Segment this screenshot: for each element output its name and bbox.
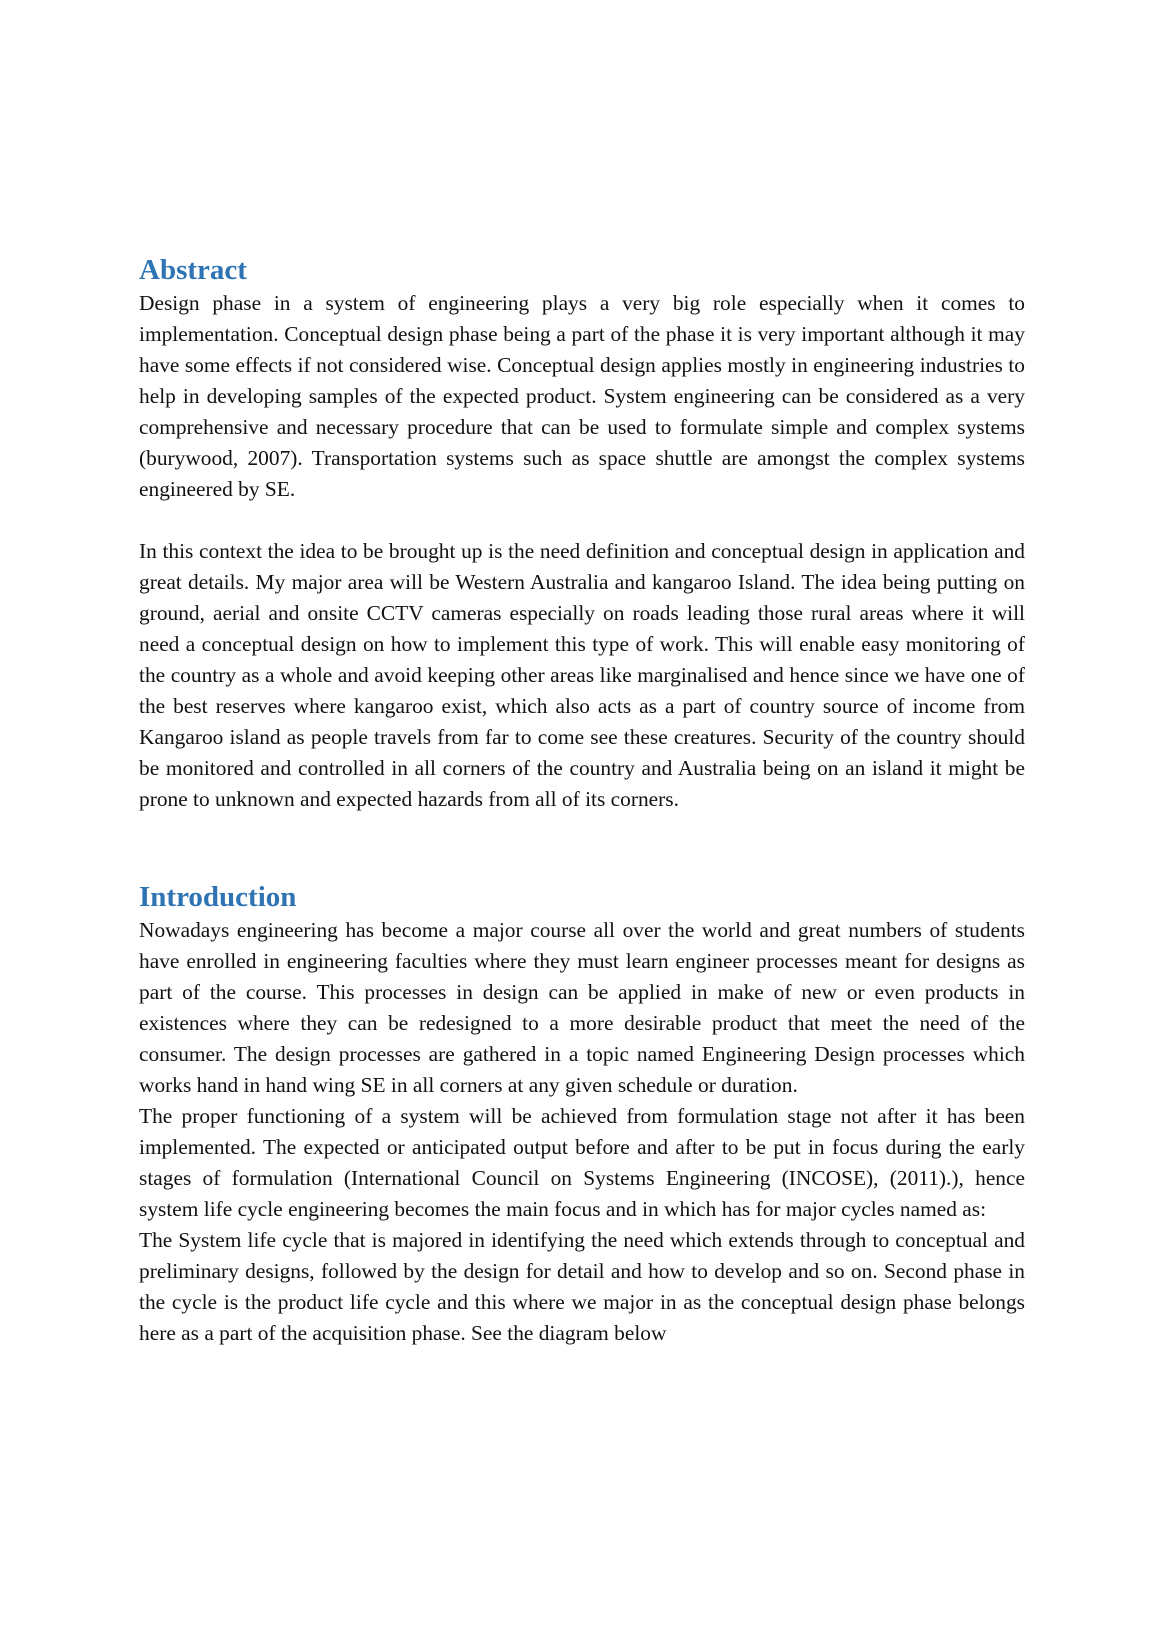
introduction-paragraph-2: The proper functioning of a system will be achieved from formulation stage not after it has been implemented. The expected or anticipated output before and after to be put in focus during the early stages of formulation (International Council on Systems Engineering (INCOSE), (2011).), hence system life cycle engineering becomes the main focus and in which has for major cycles named as: (139, 1104, 1025, 1221)
introduction-section (139, 879, 1025, 1349)
introduction-paragraph-1: Nowadays engineering has become a major course all over the world and great numbers of students have enrolled in engineering faculties where they must learn engineer processes meant for designs as part of the course. This processes in design can be applied in make of new or even products in existences where they can be redesigned to a more desirable product that meet the need of the consumer. The design processes are gathered in a topic named Engineering Design processes which works hand in hand wing SE in all corners at any given schedule or duration. (139, 918, 1025, 1097)
abstract-heading: Abstract (139, 254, 247, 286)
introduction-heading: Introduction (139, 881, 297, 913)
document-page (139, 252, 1025, 1349)
abstract-paragraph-2: In this context the idea to be brought up is the need definition and conceptual design in application and great details. My major area will be Western Australia and kangaroo Island. The idea being putting on ground, aerial and onsite CCTV cameras especially on roads leading those rural areas where it will need a conceptual design on how to implement this type of work. This will enable easy monitoring of the country as a whole and avoid keeping other areas like marginalised and hence since we have one of the best reserves where kangaroo exist, which also acts as a part of country source of income from Kangaroo island as people travels from far to come see these creatures. Security of the country should be monitored and controlled in all corners of the country and Australia being on an island it might be prone to unknown and expected hazards from all of its corners. (139, 539, 1025, 811)
abstract-section (139, 252, 1025, 815)
abstract-paragraph-1: Design phase in a system of engineering plays a very big role especially when it comes to implementation. Conceptual design phase being a part of the phase it is very important although it may have some effects if not considered wise. Conceptual design applies mostly in engineering industries to help in developing samples of the expected product. System engineering can be considered as a very comprehensive and necessary procedure that can be used to formulate simple and complex systems (burywood, 2007). Transportation systems such as space shuttle are amongst the complex systems engineered by SE. (139, 291, 1025, 501)
introduction-paragraph-3: The System life cycle that is majored in identifying the need which extends through to conceptual and preliminary designs, followed by the design for detail and how to develop and so on. Second phase in the cycle is the product life cycle and this where we major in as the conceptual design phase belongs here as a part of the acquisition phase. See the diagram below (139, 1228, 1025, 1345)
